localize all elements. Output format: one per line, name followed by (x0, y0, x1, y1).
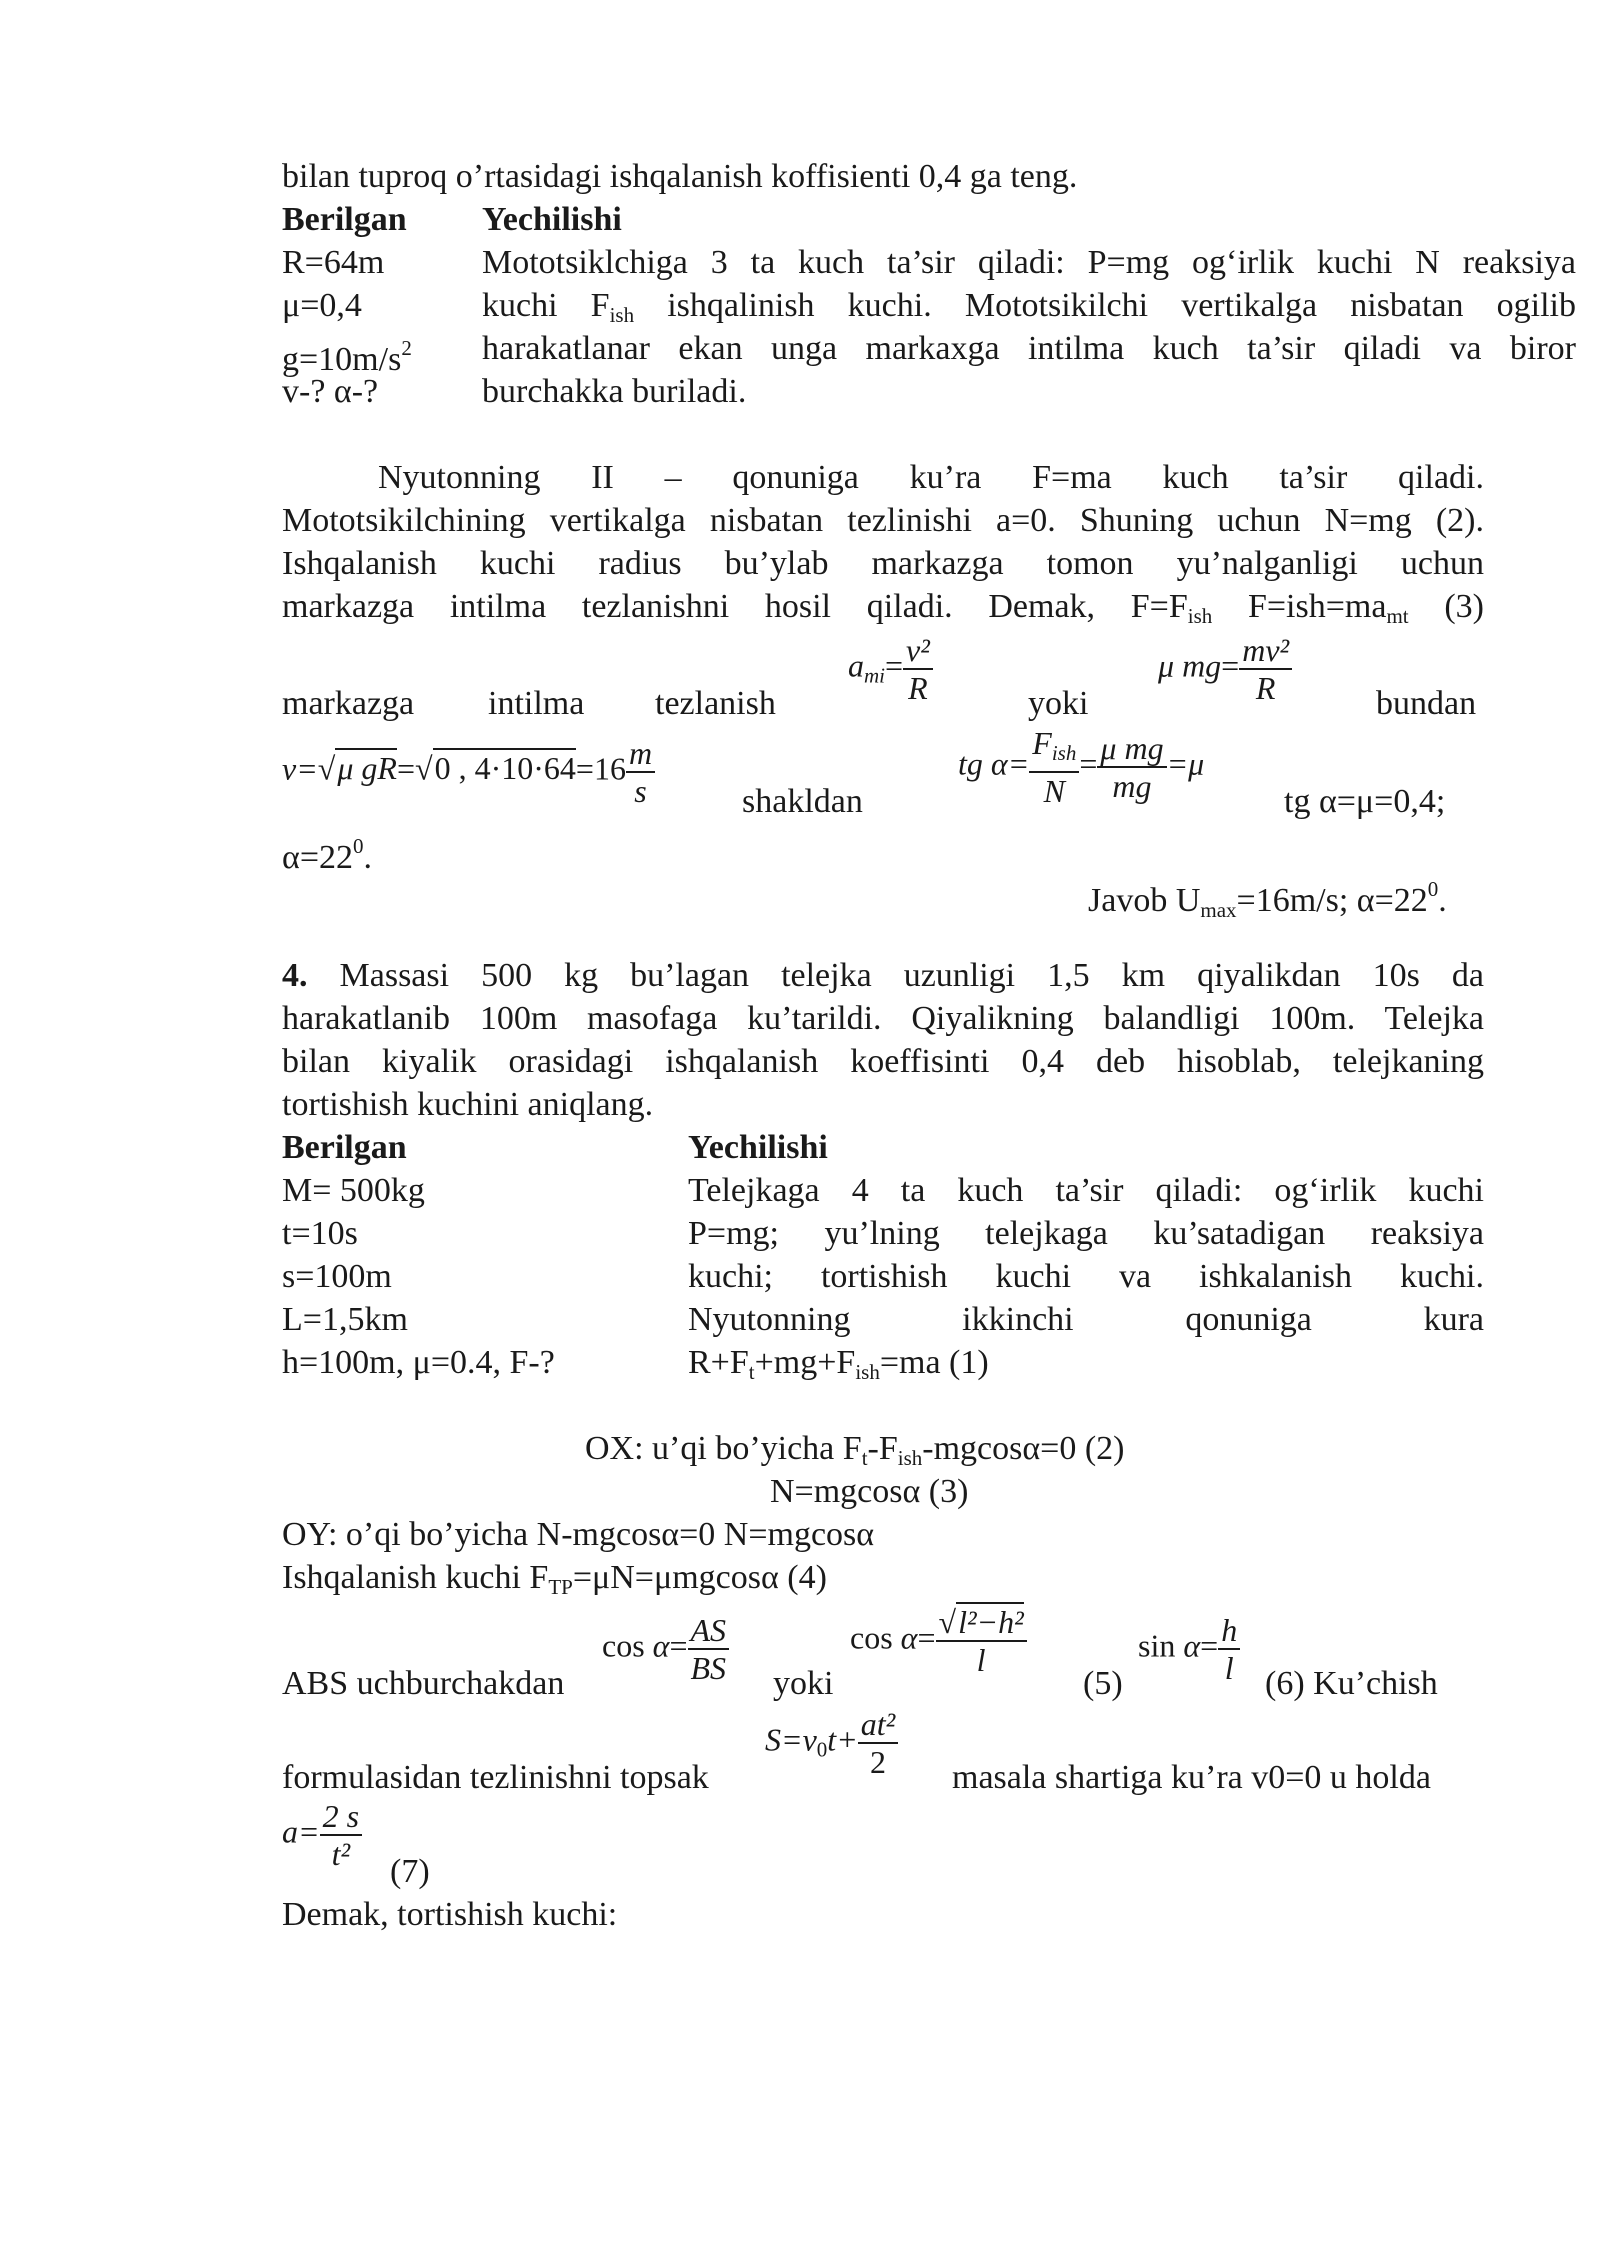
problem-line: harakatlanib 100m masofaga ku’tarildi. Qiyalikning balandligi 100m. Telejka (282, 1000, 1484, 1037)
given-item: v-? α-? (282, 373, 379, 410)
given-item: M= 500kg (282, 1172, 425, 1209)
problem-line: 4. Massasi 500 kg bu’lagan telejka uzunligi 1,5 km qiyalikdan 10s da (282, 957, 1484, 994)
text-formula-intro: formulasidan tezlinishni topsak (282, 1759, 709, 1796)
solution-header: Yechilishi (482, 201, 622, 238)
solution-header: Yechilishi (688, 1129, 828, 1166)
solution-line: kuchi; tortishish kuchi va ishkalanish kuchi. (688, 1258, 1484, 1295)
paragraph-line: Mototsikilchining vertikalga nisbatan tezlinishi a=0. Shuning uchun N=mg (2). (282, 502, 1484, 539)
solution-line: Mototsiklchiga 3 ta kuch ta’sir qiladi: P=mg og‘irlik kuchi N reaksiya (482, 244, 1576, 281)
text-condition: masala shartiga ku’ra v0=0 u holda (952, 1759, 1431, 1796)
formula-centripetal-accel: $a_{mi}=$ $\frac{\text{v²}}{R}$ (848, 632, 933, 706)
formula-cos-1: cos α= $\frac{AS}{BS}$ (602, 1612, 729, 1686)
answer-line: Javob $U_{max}=16m/s$; $\alpha=22^0$. (1088, 877, 1447, 922)
given-item: R=64m (282, 244, 385, 281)
given-item: t=10s (282, 1215, 358, 1252)
given-header: Berilgan (282, 201, 407, 238)
formula-acceleration: a= $\frac{2 s}{\text{t²}}$ (282, 1798, 362, 1872)
given-item: h=100m, μ=0.4, F-? (282, 1344, 555, 1381)
formula-sin: sin α= $\frac{h}{l}$ (1138, 1612, 1240, 1686)
text-demak: Demak, tortishish kuchi: (282, 1896, 618, 1933)
solution-line: Nyutonning ikkinchi qonuniga kura (688, 1301, 1484, 1338)
text-word: yoki (1028, 685, 1089, 722)
problem-line: tortishish kuchini aniqlang. (282, 1086, 654, 1123)
alpha-result: $\alpha=22^0$. (282, 834, 372, 876)
given-item: $g=10m/s^2$ (282, 336, 412, 378)
text-word: shakldan (742, 783, 863, 820)
formula-cos-2: cos α= $\frac{\text{√l²−h²}}{l}$ (850, 1604, 1027, 1678)
equation-n: N=mgcosα (3) (770, 1473, 969, 1510)
intro-line: bilan tuproq o’rtasidagi ishqalanish koffisienti 0,4 ga teng. (282, 158, 1078, 195)
formula-velocity: v=√μ gR=√0 , 4·10·64=16 $\frac{m}{s}$ (282, 735, 655, 809)
given-item: μ=0,4 (282, 287, 362, 324)
text-word: tezlanish (655, 685, 776, 722)
text-abs: ABS uchburchakdan (282, 1665, 565, 1702)
text-word: markazga (282, 685, 415, 722)
paragraph-line: Ishqalanish kuchi radius bu’ylab markazga tomon yu’nalganligi uchun (282, 545, 1484, 582)
formula-tangent: tg α= $\frac{F_{ish}}{N}$ = $\frac{\text{μ mg}}{mg}$ =μ (958, 725, 1205, 809)
given-item: s=100m (282, 1258, 392, 1295)
text-five: (5) (1083, 1665, 1123, 1702)
solution-line: harakatlanar ekan unga markaxga intilma kuch ta’sir qiladi va biror (482, 330, 1576, 367)
problem-line: bilan kiyalik orasidagi ishqalanish koeffisinti 0,4 deb hisoblab, telejkaning (282, 1043, 1484, 1080)
equation-1: $R+F_t+mg+F_{ish}=ma$ (1) (688, 1344, 989, 1384)
text-word: bundan (1376, 685, 1477, 722)
formula-displacement: $S=v_0t+$ $\frac{\text{at²}}{2}$ (765, 1706, 898, 1780)
paragraph-line: markazga intilma tezlanishni hosil qiladi. Demak, $F=F_{ish}$ $F=ish=ma_{mt}$ (3) (282, 588, 1484, 628)
solution-line: kuchi $F_{ish}$ ishqalinish kuchi. Mototsikilchi vertikalga nisbatan ogilib (482, 287, 1577, 327)
given-header: Berilgan (282, 1129, 407, 1166)
text-tg-result: tg α=μ=0,4; (1284, 783, 1446, 820)
text-six: (6) Ku’chish (1265, 1665, 1438, 1702)
solution-line: P=mg; yu’lning telejkaga ku’satadigan reaksiya (688, 1215, 1484, 1252)
text-seven: (7) (390, 1853, 430, 1890)
equation-ox: OX: u’qi bo’yicha $F_t-F_{ish}-mgcos\alpha=0$ (2) (585, 1430, 1125, 1470)
text-word: yoki (773, 1665, 834, 1702)
equation-oy: OY: o’qi bo’yicha N-mgcosα=0 N=mgcosα (282, 1516, 875, 1553)
text-word: intilma (488, 685, 585, 722)
solution-line: burchakka buriladi. (482, 373, 747, 410)
given-item: L=1,5km (282, 1301, 408, 1338)
friction-line: Ishqalanish kuchi $F_{TP}=\mu N=\mu mgcos\alpha$ (4) (282, 1559, 827, 1599)
formula-force-balance: μ mg= $\frac{\text{mv²}}{R}$ (1158, 632, 1292, 706)
solution-line: Telejkaga 4 ta kuch ta’sir qiladi: og‘irlik kuchi (688, 1172, 1484, 1209)
paragraph-line: Nyutonning II – qonuniga ku’ra F=ma kuch ta’sir qiladi. (378, 459, 1484, 496)
